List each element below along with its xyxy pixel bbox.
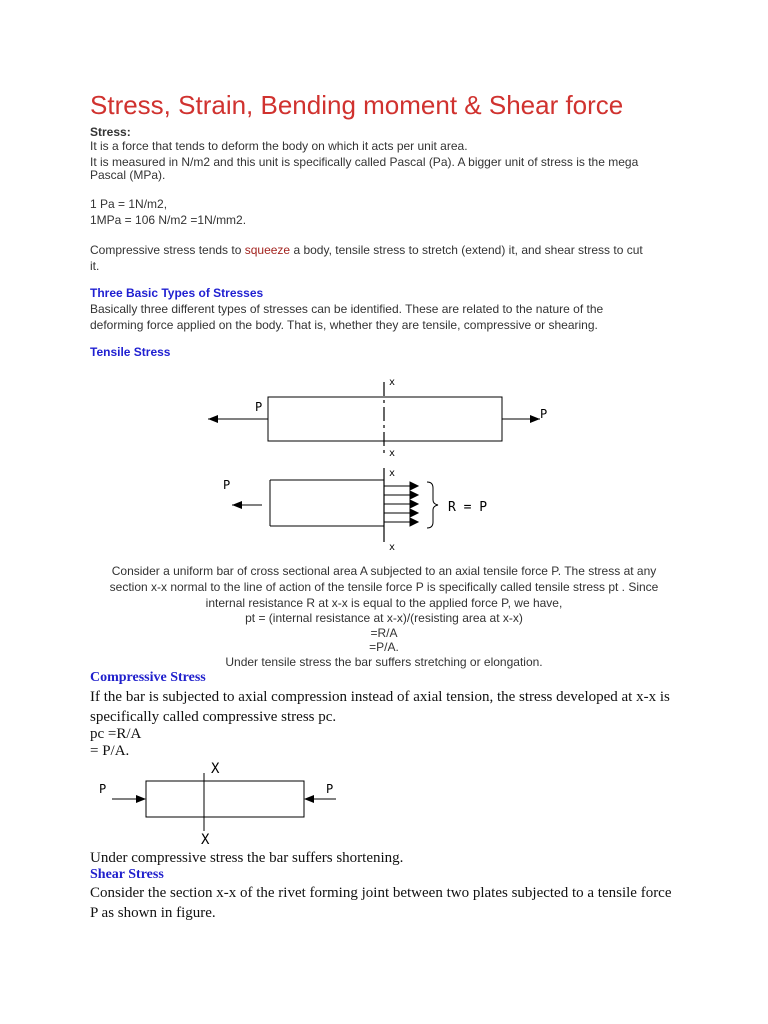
basic-types-line2: deforming force applied on the body. That is, whether they are tensile, compressive or shearing. <box>90 318 598 332</box>
stress-types-paragraph-end: it. <box>90 259 100 273</box>
arrowhead-left-compressive <box>136 795 146 803</box>
arrowhead-right-compressive <box>304 795 314 803</box>
shear-line1: Consider the section x-x of the rivet forming joint between two plates subjected to a tensile force <box>90 885 672 901</box>
tensile-desc-7: Under tensile stress the bar suffers stretching or elongation. <box>225 655 543 669</box>
brace-symbol <box>427 482 438 528</box>
basic-types-line1: Basically three different types of stresses can be identified. These are related to the nature of the <box>90 302 604 316</box>
p-lower-label: P <box>223 478 231 492</box>
arrowhead-right-upper <box>530 415 540 423</box>
comp-text-after: a body, tensile stress to stretch (extend) it, and shear stress to cut <box>290 243 643 257</box>
x-top-label: x <box>389 377 396 388</box>
stress-definition: It is a force that tends to deform the body on which it acts per unit area. <box>90 139 468 153</box>
p-right-compressive-label: P <box>326 782 334 796</box>
basic-types-heading: Three Basic Types of Stresses <box>90 286 264 300</box>
stress-unit-line1: It is measured in N/m2 and this unit is specifically called Pascal (Pa). A bigger unit of stress is the mega <box>90 155 639 169</box>
tensile-heading: Tensile Stress <box>90 345 171 359</box>
stress-types-paragraph <box>90 242 680 258</box>
x-bottom-compressive-label: X <box>201 832 210 848</box>
x-top-compressive-label: X <box>211 761 220 777</box>
x-bottom-label: x <box>389 448 396 459</box>
x-bottom2-label: x <box>389 542 396 553</box>
stress-unit-line2: Pascal (MPa). <box>90 168 166 182</box>
tensile-desc-1: Consider a uniform bar of cross sectional area A subjected to an axial tensile force P. The stress at any <box>111 564 657 578</box>
arrowhead-left-upper <box>208 415 218 423</box>
p-left-compressive-label: P <box>99 782 107 796</box>
arrowhead-left-lower <box>232 501 242 509</box>
compressive-heading: Compressive Stress <box>90 670 206 685</box>
x-top2-label: x <box>389 468 396 479</box>
squeeze-highlight: squeeze <box>244 243 291 257</box>
p-right-label: P <box>540 407 548 421</box>
resistance-arrows <box>384 482 418 526</box>
compressive-after: Under compressive stress the bar suffers shortening. <box>90 850 404 866</box>
tensile-desc-4: pt = (internal resistance at x-x)/(resisting area at x-x) <box>245 611 523 625</box>
compressive-eq2: = P/A. <box>90 743 130 759</box>
stress-heading: Stress: <box>90 125 131 139</box>
shear-line2: P as shown in figure. <box>90 905 216 921</box>
tensile-stress-figure <box>0 370 768 555</box>
compressive-line2: specifically called compressive stress pc. <box>90 709 337 725</box>
tensile-desc-2: section x-x normal to the line of action of the tensile force P is specifically called tensile stress pt . Since <box>109 580 659 594</box>
compressive-bar <box>146 781 304 817</box>
compressive-line1: If the bar is subjected to axial compression instead of axial tension, the stress developed at x-x is <box>90 689 670 705</box>
r-equals-p-label: R = P <box>448 500 488 515</box>
page-title: Stress, Strain, Bending moment & Shear force <box>90 90 624 120</box>
tensile-desc-5: =R/A <box>370 626 398 640</box>
p-left-label: P <box>255 400 263 414</box>
comp-text-before: Compressive stress tends to <box>90 243 245 257</box>
stress-equation-1: 1 Pa = 1N/m2, <box>90 197 168 211</box>
compressive-eq1: pc =R/A <box>90 726 142 742</box>
tensile-desc-3: internal resistance R at x-x is equal to the applied force P, we have, <box>205 596 563 610</box>
tensile-bar-upper <box>268 397 502 441</box>
compressive-stress-figure <box>0 755 768 850</box>
shear-heading: Shear Stress <box>90 867 164 882</box>
stress-equation-2: 1MPa = 106 N/m2 =1N/mm2. <box>90 213 247 227</box>
tensile-desc-6: =P/A. <box>369 640 399 654</box>
